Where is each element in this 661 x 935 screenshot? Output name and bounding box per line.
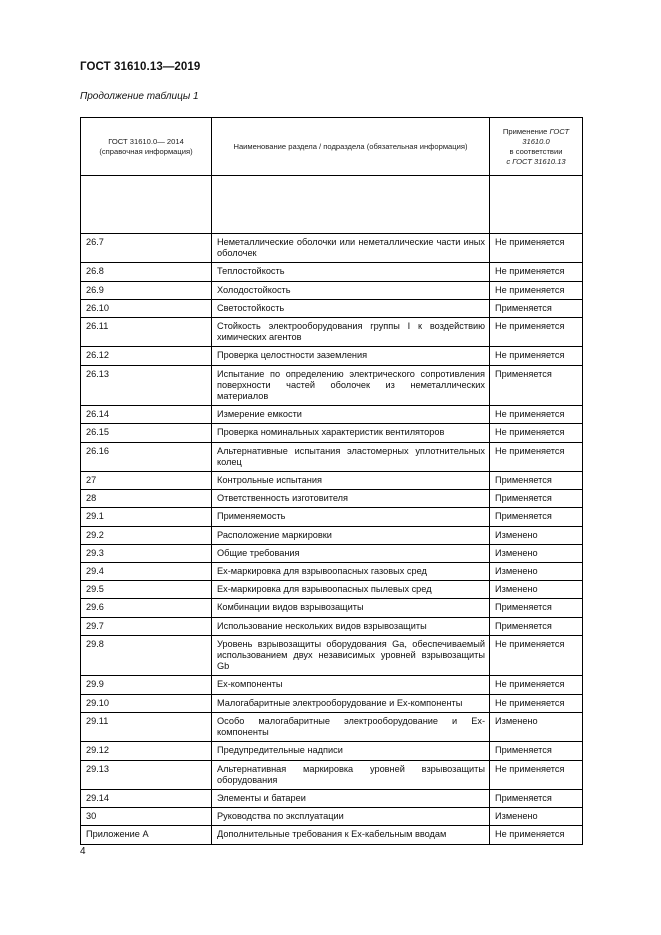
cell-section-name: Малогабаритные электрооборудование и Ex-компоненты bbox=[212, 694, 490, 712]
cell-section-name: Измерение емкости bbox=[212, 406, 490, 424]
cell-section-number: 26.10 bbox=[81, 299, 212, 317]
cell-application-status: Применяется bbox=[490, 299, 583, 317]
cell-application-status: Применяется bbox=[490, 617, 583, 635]
table-body bbox=[81, 234, 583, 845]
cell-application-status: Применяется bbox=[490, 490, 583, 508]
table-row bbox=[81, 563, 583, 581]
table-row bbox=[81, 760, 583, 789]
cell-section-name: Элементы и батареи bbox=[212, 789, 490, 807]
cell-section-number: 26.15 bbox=[81, 424, 212, 442]
cell-application-status: Применяется bbox=[490, 599, 583, 617]
table-row bbox=[81, 508, 583, 526]
cell-section-name: Контрольные испытания bbox=[212, 472, 490, 490]
standards-table bbox=[80, 117, 583, 845]
table-row bbox=[81, 581, 583, 599]
cell-application-status: Не применяется bbox=[490, 263, 583, 281]
cell-section-name: Использование нескольких видов взрывозащиты bbox=[212, 617, 490, 635]
table-row bbox=[81, 676, 583, 694]
table-row bbox=[81, 263, 583, 281]
cell-application-status: Изменено bbox=[490, 808, 583, 826]
cell-section-name: Уровень взрывозащиты оборудования Ga, обеспечиваемый использованием двух независимых уровней взрывозащиты Gb bbox=[212, 635, 490, 676]
table-row bbox=[81, 406, 583, 424]
cell-section-name: Ex-маркировка для взрывоопасных пылевых сред bbox=[212, 581, 490, 599]
cell-section-number: 29.4 bbox=[81, 563, 212, 581]
cell-section-number: 26.7 bbox=[81, 234, 212, 263]
cell-application-status: Не применяется bbox=[490, 234, 583, 263]
cell-application-status: Не применяется bbox=[490, 676, 583, 694]
cell-section-number: 29.2 bbox=[81, 526, 212, 544]
cell-section-number: 29.9 bbox=[81, 676, 212, 694]
cell-section-number: 29.7 bbox=[81, 617, 212, 635]
cell-section-name: Проверка целостности заземления bbox=[212, 347, 490, 365]
cell-section-number: 29.5 bbox=[81, 581, 212, 599]
table-row bbox=[81, 347, 583, 365]
cell-application-status: Изменено bbox=[490, 581, 583, 599]
cell-section-number: 26.12 bbox=[81, 347, 212, 365]
cell-section-number: 28 bbox=[81, 490, 212, 508]
cell-section-number: 27 bbox=[81, 472, 212, 490]
cell-application-status: Не применяется bbox=[490, 826, 583, 844]
cell-section-name: Ответственность изготовителя bbox=[212, 490, 490, 508]
cell-application-status: Не применяется bbox=[490, 406, 583, 424]
cell-section-number: 29.11 bbox=[81, 712, 212, 741]
table-row bbox=[81, 490, 583, 508]
cell-application-status: Применяется bbox=[490, 508, 583, 526]
cell-section-name: Холодостойкость bbox=[212, 281, 490, 299]
cell-section-name: Комбинации видов взрывозащиты bbox=[212, 599, 490, 617]
table-row bbox=[81, 442, 583, 471]
table-row bbox=[81, 544, 583, 562]
table-row bbox=[81, 281, 583, 299]
cell-application-status: Не применяется bbox=[490, 635, 583, 676]
table-row bbox=[81, 526, 583, 544]
cell-application-status: Изменено bbox=[490, 712, 583, 741]
cell-section-name: Неметаллические оболочки или неметаллические части иных оболочек bbox=[212, 234, 490, 263]
header-col3-prefix: Применение bbox=[502, 126, 550, 136]
cell-section-name: Светостойкость bbox=[212, 299, 490, 317]
cell-section-number: 26.8 bbox=[81, 263, 212, 281]
cell-section-name: Испытание по определению электрического сопротивления поверхности частей оболочек из неметаллических материалов bbox=[212, 365, 490, 406]
cell-section-number: 30 bbox=[81, 808, 212, 826]
header-col3-italic-standard-2: с ГОСТ 31610.13 bbox=[506, 156, 566, 166]
cell-section-number: 26.13 bbox=[81, 365, 212, 406]
header-col3-middle: в соответствии bbox=[509, 146, 563, 156]
table-row bbox=[81, 712, 583, 741]
cell-section-number: 26.14 bbox=[81, 406, 212, 424]
table-row bbox=[81, 617, 583, 635]
cell-section-number: 29.13 bbox=[81, 760, 212, 789]
cell-section-number: 29.12 bbox=[81, 742, 212, 760]
table-row bbox=[81, 742, 583, 760]
cell-section-name: Расположение маркировки bbox=[212, 526, 490, 544]
table-row bbox=[81, 365, 583, 406]
cell-section-number: 29.14 bbox=[81, 789, 212, 807]
cell-application-status: Изменено bbox=[490, 544, 583, 562]
cell-application-status: Не применяется bbox=[490, 694, 583, 712]
cell-section-name: Альтернативные испытания эластомерных уплотнительных колец bbox=[212, 442, 490, 471]
cell-section-name: Руководства по эксплуатации bbox=[212, 808, 490, 826]
cell-section-name: Ex-маркировка для взрывоопасных газовых сред bbox=[212, 563, 490, 581]
header-spacer-row bbox=[81, 176, 583, 234]
table-row bbox=[81, 472, 583, 490]
cell-section-name: Стойкость электрооборудования группы I к воздействию химических агентов bbox=[212, 318, 490, 347]
cell-section-number: 26.11 bbox=[81, 318, 212, 347]
table-row bbox=[81, 808, 583, 826]
cell-section-number: 29.3 bbox=[81, 544, 212, 562]
table-header-row bbox=[81, 118, 583, 176]
cell-section-number: 29.10 bbox=[81, 694, 212, 712]
cell-section-number: 29.6 bbox=[81, 599, 212, 617]
cell-section-number: 26.9 bbox=[81, 281, 212, 299]
table-row bbox=[81, 789, 583, 807]
table-row bbox=[81, 635, 583, 676]
table-row bbox=[81, 424, 583, 442]
cell-section-name: Общие требования bbox=[212, 544, 490, 562]
header-col-reference: ГОСТ 31610.0— 2014 (справочная информация) bbox=[81, 118, 212, 176]
cell-application-status: Не применяется bbox=[490, 318, 583, 347]
cell-application-status: Применяется bbox=[490, 742, 583, 760]
cell-application-status: Применяется bbox=[490, 472, 583, 490]
document-header: ГОСТ 31610.13—2019 bbox=[80, 61, 201, 73]
cell-section-name: Дополнительные требования к Ex-кабельным вводам bbox=[212, 826, 490, 844]
cell-application-status: Не применяется bbox=[490, 442, 583, 471]
cell-application-status: Применяется bbox=[490, 789, 583, 807]
cell-application-status: Изменено bbox=[490, 526, 583, 544]
cell-section-name: Проверка номинальных характеристик вентиляторов bbox=[212, 424, 490, 442]
table-caption: Продолжение таблицы 1 bbox=[80, 91, 199, 102]
cell-section-name: Применяемость bbox=[212, 508, 490, 526]
cell-section-number: Приложение А bbox=[81, 826, 212, 844]
cell-application-status: Применяется bbox=[490, 365, 583, 406]
header-col-application bbox=[490, 118, 583, 176]
cell-application-status: Не применяется bbox=[490, 760, 583, 789]
cell-application-status: Не применяется bbox=[490, 347, 583, 365]
table-row bbox=[81, 694, 583, 712]
header-col-section-name: Наименование раздела / подраздела (обязательная информация) bbox=[212, 118, 490, 176]
table-row bbox=[81, 826, 583, 844]
header-col3-italic-standard: ГОСТ 31610.0 bbox=[522, 126, 570, 146]
table-row bbox=[81, 234, 583, 263]
cell-section-number: 26.16 bbox=[81, 442, 212, 471]
cell-section-name: Ex-компоненты bbox=[212, 676, 490, 694]
page-number: 4 bbox=[80, 846, 86, 857]
cell-application-status: Не применяется bbox=[490, 424, 583, 442]
table-row bbox=[81, 318, 583, 347]
cell-section-number: 29.8 bbox=[81, 635, 212, 676]
cell-section-name: Альтернативная маркировка уровней взрывозащиты оборудования bbox=[212, 760, 490, 789]
cell-application-status: Изменено bbox=[490, 563, 583, 581]
cell-application-status: Не применяется bbox=[490, 281, 583, 299]
cell-section-number: 29.1 bbox=[81, 508, 212, 526]
cell-section-name: Предупредительные надписи bbox=[212, 742, 490, 760]
table-row bbox=[81, 599, 583, 617]
cell-section-name: Особо малогабаритные электрооборудование и Ex-компоненты bbox=[212, 712, 490, 741]
table-row bbox=[81, 299, 583, 317]
cell-section-name: Теплостойкость bbox=[212, 263, 490, 281]
